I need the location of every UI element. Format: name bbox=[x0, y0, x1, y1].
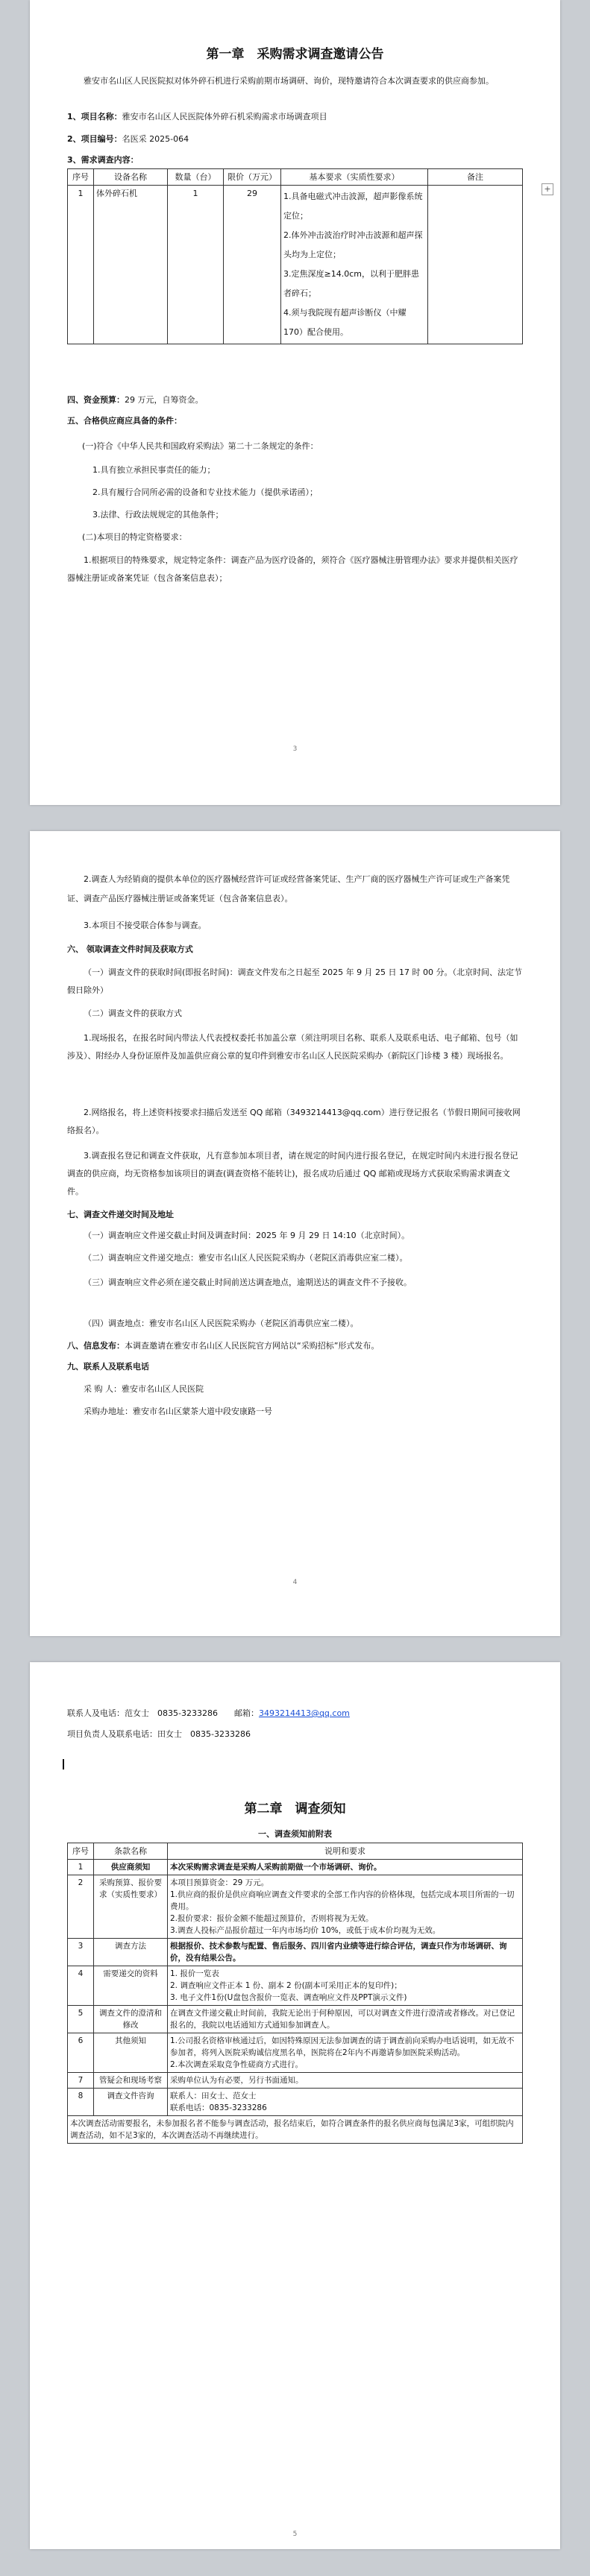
cell-price-limit: 29 bbox=[224, 186, 281, 344]
section-6-heading: 六、 领取调查文件时间及获取方式 bbox=[67, 944, 193, 954]
header-cell: 设备名称 bbox=[94, 169, 168, 186]
section-9-heading: 九、联系人及联系电话 bbox=[67, 1362, 149, 1371]
header-cell: 说明和要求 bbox=[168, 1843, 523, 1860]
demand-survey-heading: 3、需求调查内容： bbox=[67, 155, 139, 165]
document-page-1 bbox=[30, 0, 560, 805]
table-header-row bbox=[68, 169, 523, 186]
condition-1-2: 2.具有履行合同所必需的设备和专业技术能力（提供承诺函）； bbox=[92, 487, 318, 497]
table-row bbox=[68, 186, 523, 344]
table-row: 3 调查方法 根据报价、技术参数与配置、售后服务、四川省内业绩等进行综合评估，调查只作为市场调研、询价，没有结果公告。 bbox=[68, 1939, 523, 1966]
page-number: 4 bbox=[292, 1579, 298, 1586]
notice-table bbox=[67, 1843, 523, 2144]
cell-device-name: 体外碎石机 bbox=[94, 186, 168, 344]
table-footnote-row bbox=[68, 2116, 523, 2144]
onsite-registration: 1.现场报名，在报名时间内带法人代表授权委托书加盖公章（须注明项目名称、联系人及联系电话、电子邮箱、包号（如涉及）、附经办人身份证原件及加盖供应商公章的复印件到雅安市名山区人民医院采购办（新院区门诊楼 3 楼）现场报名。 bbox=[67, 1033, 518, 1061]
registration-note: 3.调查报名登记和调查文件获取，凡有意参加本项目者，请在规定的时间内进行报名登记，在规定时间内未进行报名登记调查的供应商，均无资格参加该项目的调查(调查资格不能转让)，报名成功后通过 QQ 邮箱或现场方式获取采购需求调查文件。 bbox=[67, 1151, 518, 1196]
header-cell: 备注 bbox=[428, 169, 523, 186]
intro-paragraph: 雅安市名山区人民医院拟对体外碎石机进行采购前期市场调研、询价，现特邀请符合本次调查要求的供应商参加。 bbox=[84, 76, 494, 86]
table-header-row bbox=[68, 1843, 523, 1860]
section-7-heading: 七、调查文件递交时间及地址 bbox=[67, 1210, 174, 1219]
project-name: 1、项目名称：雅安市名山区人民医院体外碎石机采购需求市场调查项目 bbox=[67, 112, 327, 121]
project-leader: 项目负责人及联系电话：田女士 0835-3233286 bbox=[67, 1729, 251, 1739]
demand-table-wrapper bbox=[67, 168, 523, 344]
table-row: 6 其他须知 1.公司报名资格审核通过后，如因特殊原因无法参加调查的请于调查前向采购办电话说明，如无故不参加者，将列入医院采购诚信度黑名单，医院将在2年内不再邀请参加医院采购活动。 2.本次调查采取竞争性磋商方式进行。 bbox=[68, 2033, 523, 2073]
deadline: （一）调查响应文件递交截止时间及调查时间：2025 年 9 月 29 日 14:10（北京时间）。 bbox=[84, 1231, 410, 1240]
demand-table bbox=[67, 168, 523, 344]
table-row: 7 管疑会和现场考察 采购单位认为有必要，另行书面通知。 bbox=[68, 2073, 523, 2089]
cell-quantity: 1 bbox=[168, 186, 224, 344]
condition-1: (一)符合《中华人民共和国政府采购法》第二十二条规定的条件： bbox=[82, 441, 318, 451]
header-cell: 序号 bbox=[68, 1843, 94, 1860]
purchase-office-address: 采购办地址：雅安市名山区蒙茶大道中段安康路一号 bbox=[84, 1407, 272, 1416]
header-cell: 条款名称 bbox=[94, 1843, 168, 1860]
header-cell: 数量（台） bbox=[168, 169, 224, 186]
page-number: 5 bbox=[292, 2531, 298, 2538]
page-number: 3 bbox=[292, 745, 298, 753]
email-link[interactable]: 3493214413@qq.com bbox=[258, 1708, 350, 1718]
notice-table-wrapper bbox=[67, 1843, 523, 2144]
header-cell: 限价（万元） bbox=[224, 169, 281, 186]
chapter-title: 第一章 采购需求调查邀请公告 bbox=[206, 47, 384, 62]
contact-line: 联系人及电话：范女士 0835-3233286 邮箱：3493214413@qq.com bbox=[67, 1708, 350, 1718]
table-row: 8 调查文件咨询 联系人：田女士、范女士 联系电话：0835-3233286 bbox=[68, 2089, 523, 2116]
table-row: 1 供应商须知 本次采购需求调查是采购人采购前期做一个市场调研、询价。 bbox=[68, 1860, 523, 1875]
condition-1-1: 1.具有独立承担民事责任的能力； bbox=[92, 465, 216, 475]
table-add-icon[interactable]: + bbox=[542, 183, 553, 195]
header-cell: 序号 bbox=[68, 169, 94, 186]
table-subtitle: 一、调查须知前附表 bbox=[258, 1829, 332, 1839]
cell-no: 1 bbox=[68, 186, 94, 344]
table-row: 2 采购预算、报价要求（实质性要求） 本项目预算资金：29 万元。 1.供应商的报价是供应商响应调查文件要求的全部工作内容的价格体现，包括完成本项目所需的一切费用。 2.报价要求：报价金额不能超过预算价，否则将视为无效。 3.调查人投标产品报价超过一年内市场均价 10%，或低于成本价均视为无效。 bbox=[68, 1875, 523, 1939]
qualification-3: 3.本项目不接受联合体参与调查。 bbox=[84, 921, 207, 930]
acquisition-time: （一）调查文件的获取时间(即报名时间)：调查文件发布之日起至 2025 年 9 月 25 日 17 时 00 分。（北京时间、法定节假日除外） bbox=[67, 967, 523, 995]
project-number: 2、项目编号：名医采 2025-064 bbox=[67, 134, 189, 144]
late-submission: （三）调查响应文件必须在递交截止时间前送达调查地点，逾期送达的调查文件不予接收。 bbox=[84, 1278, 412, 1287]
document-page-2 bbox=[30, 831, 560, 1636]
condition-2-1: 1.根据项目的特殊要求，规定特定条件：调查产品为医疗设备的，须符合《医疗器械注册管理办法》要求并提供相关医疗器械注册证或备案凭证（包含备案信息表）； bbox=[67, 555, 518, 583]
table-row: 4 需要递交的资料 1. 报价一览表 2. 调查响应文件正本 1 份、副本 2 份(副本可采用正本的复印件)； 3. 电子文件1份(U盘包含报价一览表、调查响应文件及PPT演示文件) bbox=[68, 1966, 523, 2006]
table-row: 5 调查文件的澄清和修改 在调查文件递交截止时间前，我院无论出于何种原因，可以对调查文件进行澄清或者修改。对已登记报名的，我院以电话通知方式通知参加调查人。 bbox=[68, 2006, 523, 2033]
purchaser: 采 购 人：雅安市名山区人民医院 bbox=[84, 1384, 204, 1394]
acquisition-method: （二）调查文件的获取方式 bbox=[84, 1008, 182, 1018]
online-registration: 2.网络报名，将上述资料按要求扫描后发送至 QQ 邮箱（3493214413@qq.com）进行登记报名（节假日期间可接收网络报名）。 bbox=[67, 1108, 521, 1135]
chapter-2-title: 第二章 调查须知 bbox=[244, 1802, 346, 1816]
qualification-2: 2.调查人为经销商的提供本单位的医疗器械经营许可证或经营备案凭证、生产厂商的医疗器械生产许可证或生产备案凭证、调查产品医疗器械注册证或备案凭证（包含备案信息表）。 bbox=[67, 874, 510, 903]
budget-line: 四、资金预算：29 万元，自筹资金。 bbox=[67, 395, 204, 405]
info-release: 八、信息发布：本调查邀请在雅安市名山区人民医院官方网站以“采购招标”形式发布。 bbox=[67, 1341, 380, 1351]
submission-place: （二）调查响应文件递交地点：雅安市名山区人民医院采购办（老院区消毒供应室二楼）。 bbox=[84, 1253, 408, 1263]
survey-place: （四）调查地点：雅安市名山区人民医院采购办（老院区消毒供应室二楼）。 bbox=[84, 1319, 359, 1328]
cell-requirements: 1.具备电磁式冲击波源，超声影像系统定位； 2.体外冲击波治疗时冲击波源和超声探头均为上定位； 3.定焦深度≥14.0cm，以利于肥胖患者碎石； 4.须与我院现有超声诊断仪（中耀 170）配合使用。 bbox=[281, 186, 428, 344]
header-cell: 基本要求（实质性要求） bbox=[281, 169, 428, 186]
condition-1-3: 3.法律、行政法规规定的其他条件； bbox=[92, 510, 224, 520]
condition-2: (二)本项目的特定资格要求： bbox=[82, 532, 187, 542]
cell-note bbox=[428, 186, 523, 344]
qualification-heading: 五、合格供应商应具备的条件： bbox=[67, 416, 182, 426]
footnote-cell: 本次调查活动需要报名，未参加报名者不能参与调查活动，报名结束后，如符合调查条件的报名供应商每包满足3家，可组织院内调查活动，如不足3家的，本次调查活动不再继续进行。 bbox=[68, 2116, 523, 2144]
text-cursor bbox=[63, 1759, 64, 1770]
document-page-3 bbox=[30, 1662, 560, 2549]
